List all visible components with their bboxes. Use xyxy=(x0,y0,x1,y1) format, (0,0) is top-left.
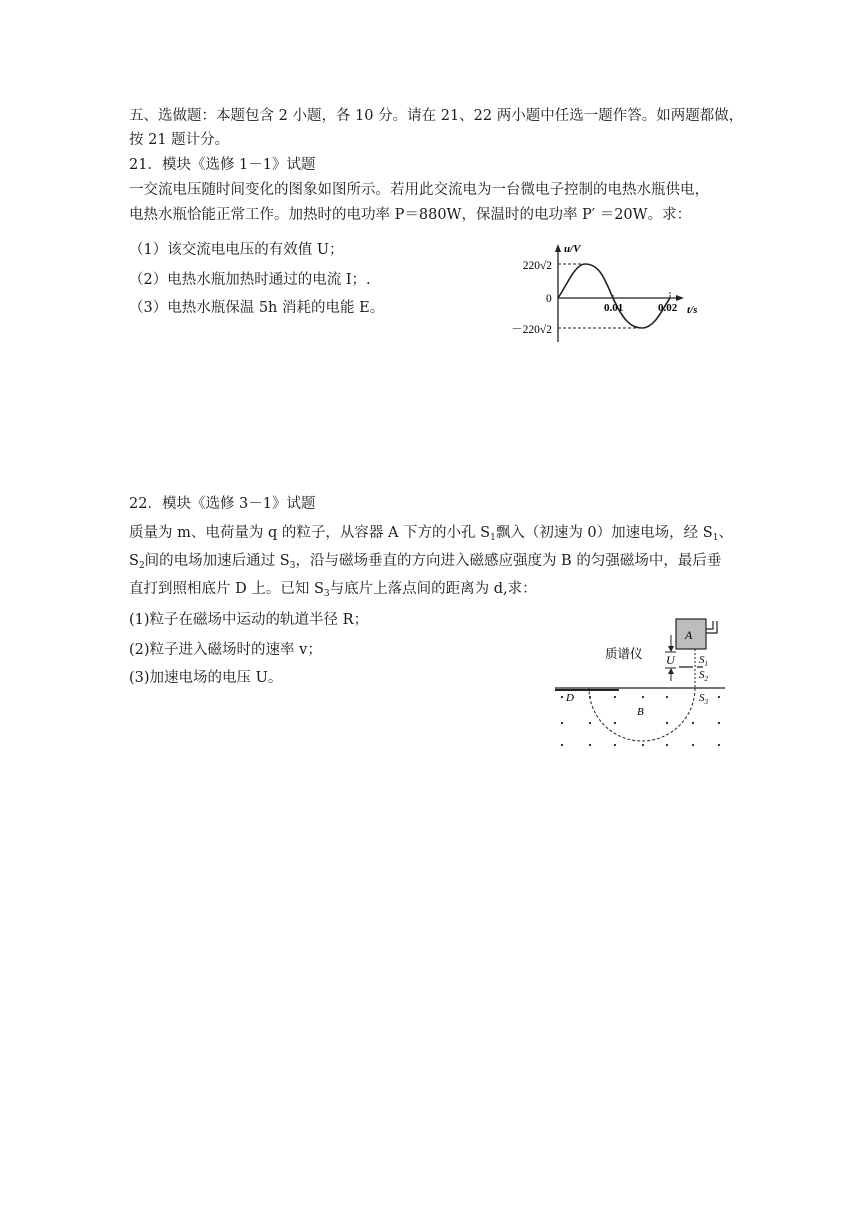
q22-item-1: (1)粒子在磁场中运动的轨道半径 R； xyxy=(129,612,369,628)
field-b-label: B xyxy=(637,706,644,718)
q22-stem-line2 xyxy=(129,551,721,576)
q22-stem-p7: 直打到照相底片 D 上。已知 S xyxy=(129,581,324,597)
s2-label: $S_2$ xyxy=(699,669,708,683)
q21-item-3: （3）电热水瓶保温 5h 消耗的电能 E。 xyxy=(129,300,385,316)
q22-s1-sub: 1 xyxy=(490,533,496,543)
q22-s3-sub: 3 xyxy=(289,561,296,571)
q22-item-3: (3)加速电场的电压 U。 xyxy=(129,670,283,686)
diagram-title: 质谱仪 xyxy=(605,647,643,661)
graph-tick2-label: 0.02 xyxy=(658,302,678,314)
q22-title: 22．模块《选修 3－1》试题 xyxy=(129,496,316,512)
q22-stem-line1 xyxy=(129,523,733,548)
q21-stem-line1: 一交流电压随时间变化的图象如图所示。若用此交流电为一台微电子控制的电热水瓶供电， xyxy=(129,182,709,198)
graph-peak-label: 220√2 xyxy=(522,260,552,272)
q21-item-1: （1）该交流电电压的有效值 U； xyxy=(129,242,344,258)
q22-stem-line3 xyxy=(129,579,537,604)
q22-stem-p6: ，沿与磁场垂直的方向进入磁感应强度为 B 的匀强磁场中，最后垂 xyxy=(295,553,722,569)
q22-stem-p2: 飘入（初速为 0）加速电场，经 S xyxy=(495,525,713,541)
magnetic-field-dots xyxy=(561,696,720,746)
q21-item-2: （2）电热水瓶加热时通过的电流 I；. xyxy=(129,272,371,288)
sine-curve xyxy=(558,264,670,328)
graph-origin-label: 0 xyxy=(546,293,552,305)
graph-x-axis-label: t/s xyxy=(687,304,698,316)
q22-stem-p8: 与底片上落点间的距离为 d,求： xyxy=(329,581,537,597)
q22-item-2: (2)粒子进入磁场时的速率 v； xyxy=(129,642,322,658)
voltage-arrowhead-bottom xyxy=(668,668,674,674)
plate-d-label: D xyxy=(566,692,574,704)
q22-stem-p5: 间的电场加速后通过 S xyxy=(144,553,290,569)
q21-stem-line2: 电热水瓶恰能正常工作。加热时的电功率 P＝880W，保温时的电功率 P′ ＝20W。求： xyxy=(129,207,692,223)
section-header-line1: 五、选做题：本题包含 2 小题，各 10 分。请在 21、22 两小题中任选一题作答。如两题都做， xyxy=(129,108,744,124)
q22-s3b-sub: 3 xyxy=(323,589,330,599)
graph-y-arrow xyxy=(555,244,561,252)
mass-spectrometer-diagram xyxy=(553,615,733,755)
q22-stem-p1: 质量为 m、电荷量为 q 的粒子，从容器 A 下方的小孔 S xyxy=(129,525,491,541)
voltage-arrowhead-top xyxy=(668,646,674,652)
graph-neg-peak-label: －220√2 xyxy=(511,324,552,336)
graph-x-arrow xyxy=(676,295,684,301)
inlet-pipe xyxy=(706,621,717,633)
section-header-line2: 按 21 题计分。 xyxy=(129,132,230,148)
q22-s1b-sub: 1 xyxy=(712,533,719,543)
ac-voltage-graph xyxy=(500,240,710,345)
graph-tick1-label: 0.01 xyxy=(604,302,624,314)
q22-s2-sub: 2 xyxy=(138,561,145,571)
q21-title: 21．模块《选修 1－1》试题 xyxy=(129,157,316,173)
graph-y-axis-label: u/V xyxy=(564,243,581,255)
s3-label: $S_3$ xyxy=(699,692,708,706)
q22-stem-p4: S xyxy=(129,553,139,569)
container-a-label: A xyxy=(685,628,693,642)
q22-stem-p3: 、 xyxy=(718,525,733,541)
voltage-label: U xyxy=(666,653,675,667)
s1-label: $S_1$ xyxy=(699,654,708,668)
